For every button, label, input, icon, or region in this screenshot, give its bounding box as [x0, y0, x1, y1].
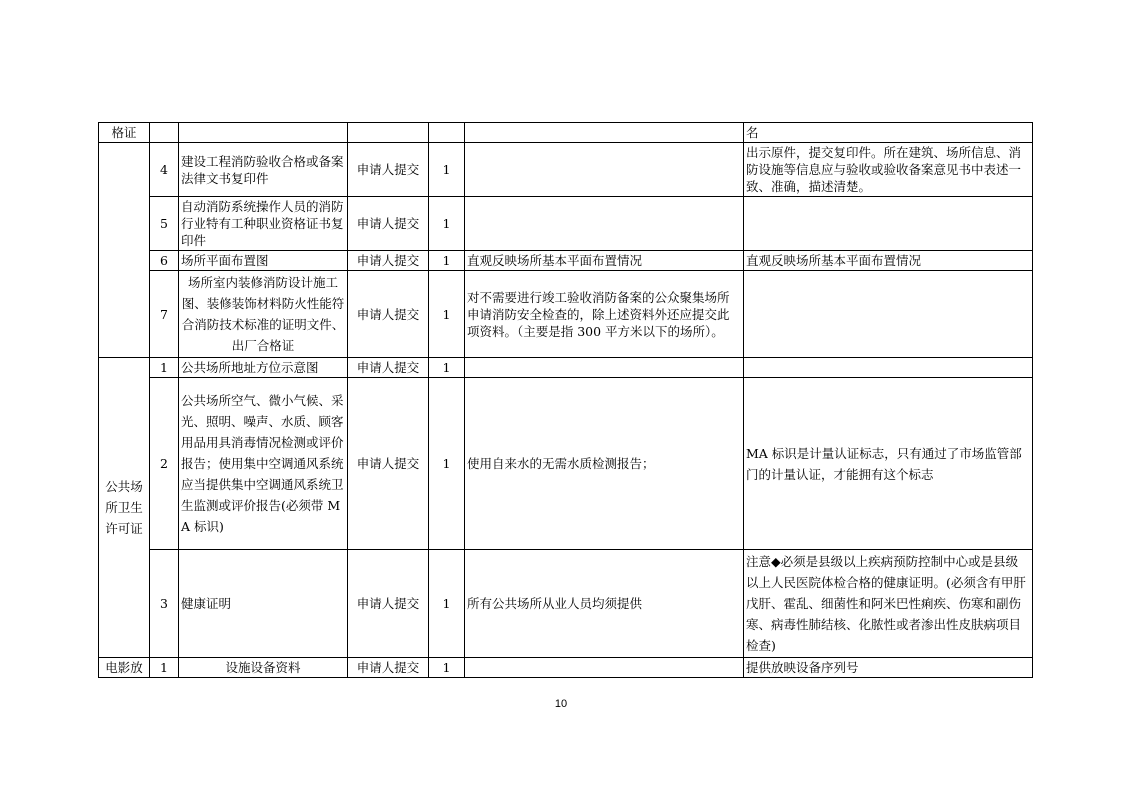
- count-cell: [429, 123, 465, 143]
- note-cell: MA 标识是计量认证标志，只有通过了市场监管部门的计量认证，才能拥有这个标志: [744, 378, 1033, 550]
- table-row: [99, 550, 1033, 658]
- condition-cell: [465, 197, 744, 251]
- category-cell: 电影放: [99, 658, 150, 678]
- count-cell: 1: [429, 143, 465, 197]
- condition-cell: [465, 658, 744, 678]
- material-cell: 自动消防系统操作人员的消防行业特有工种职业资格证书复印件: [179, 197, 348, 251]
- table-row: [99, 378, 1033, 550]
- material-cell: 场所平面布置图: [179, 251, 348, 271]
- note-cell: [744, 358, 1033, 378]
- number-cell: [150, 123, 179, 143]
- table-row: [99, 658, 1033, 678]
- source-cell: 申请人提交: [348, 271, 429, 358]
- condition-cell: 使用自来水的无需水质检测报告；: [465, 378, 744, 550]
- table-row: [99, 123, 1033, 143]
- requirements-table: [98, 122, 1033, 678]
- source-cell: 申请人提交: [348, 197, 429, 251]
- condition-cell: 对不需要进行竣工验收消防备案的公众聚集场所申请消防安全检查的，除上述资料外还应提交此项资料。（主要是指 300 平方米以下的场所）。: [465, 271, 744, 358]
- count-cell: 1: [429, 378, 465, 550]
- material-cell: 公共场所空气、微小气候、采光、照明、噪声、水质、顾客用品用具消毒情况检测或评价报告；使用集中空调通风系统应当提供集中空调通风系统卫生监测或评价报告(必须带 MA 标识): [179, 378, 348, 550]
- number-cell: 6: [150, 251, 179, 271]
- note-cell: 提供放映设备序列号: [744, 658, 1033, 678]
- note-cell: [744, 271, 1033, 358]
- count-cell: 1: [429, 251, 465, 271]
- source-cell: [348, 123, 429, 143]
- category-cell: 格证: [99, 123, 150, 143]
- count-cell: 1: [429, 197, 465, 251]
- category-cell: [99, 143, 150, 358]
- table-row: [99, 143, 1033, 197]
- count-cell: 1: [429, 550, 465, 658]
- condition-cell: [465, 123, 744, 143]
- count-cell: 1: [429, 358, 465, 378]
- table-row: [99, 271, 1033, 358]
- number-cell: 5: [150, 197, 179, 251]
- page-number: 10: [554, 698, 568, 710]
- number-cell: 1: [150, 658, 179, 678]
- note-cell: 注意◆必须是县级以上疾病预防控制中心或是县级以上人民医院体检合格的健康证明。(必须含有甲肝戊肝、霍乱、细菌性和阿米巴性痢疾、伤寒和副伤寒、病毒性肺结核、化脓性或者渗出性皮肤病项目检查): [744, 550, 1033, 658]
- count-cell: 1: [429, 658, 465, 678]
- material-cell: 设施设备资料: [179, 658, 348, 678]
- table-row: [99, 197, 1033, 251]
- note-cell: 名: [744, 123, 1033, 143]
- condition-cell: [465, 358, 744, 378]
- count-cell: 1: [429, 271, 465, 358]
- material-cell: 健康证明: [179, 550, 348, 658]
- material-cell: 建设工程消防验收合格或备案法律文书复印件: [179, 143, 348, 197]
- number-cell: 7: [150, 271, 179, 358]
- source-cell: 申请人提交: [348, 251, 429, 271]
- condition-cell: 所有公共场所从业人员均须提供: [465, 550, 744, 658]
- material-cell: [179, 123, 348, 143]
- table-row: [99, 358, 1033, 378]
- source-cell: 申请人提交: [348, 358, 429, 378]
- number-cell: 3: [150, 550, 179, 658]
- number-cell: 1: [150, 358, 179, 378]
- note-cell: [744, 197, 1033, 251]
- note-cell: 出示原件，提交复印件。所在建筑、场所信息、消防设施等信息应与验收或验收备案意见书中表述一致、准确，描述清楚。: [744, 143, 1033, 197]
- source-cell: 申请人提交: [348, 550, 429, 658]
- table-row: [99, 251, 1033, 271]
- number-cell: 2: [150, 378, 179, 550]
- source-cell: 申请人提交: [348, 143, 429, 197]
- number-cell: 4: [150, 143, 179, 197]
- condition-cell: [465, 143, 744, 197]
- note-cell: 直观反映场所基本平面布置情况: [744, 251, 1033, 271]
- material-cell: 公共场所地址方位示意图: [179, 358, 348, 378]
- source-cell: 申请人提交: [348, 658, 429, 678]
- condition-cell: 直观反映场所基本平面布置情况: [465, 251, 744, 271]
- source-cell: 申请人提交: [348, 378, 429, 550]
- category-cell: 公共场所卫生许可证: [99, 358, 150, 658]
- material-cell: 场所室内装修消防设计施工图、装修装饰材料防火性能符合消防技术标准的证明文件、出厂合格证: [179, 271, 348, 358]
